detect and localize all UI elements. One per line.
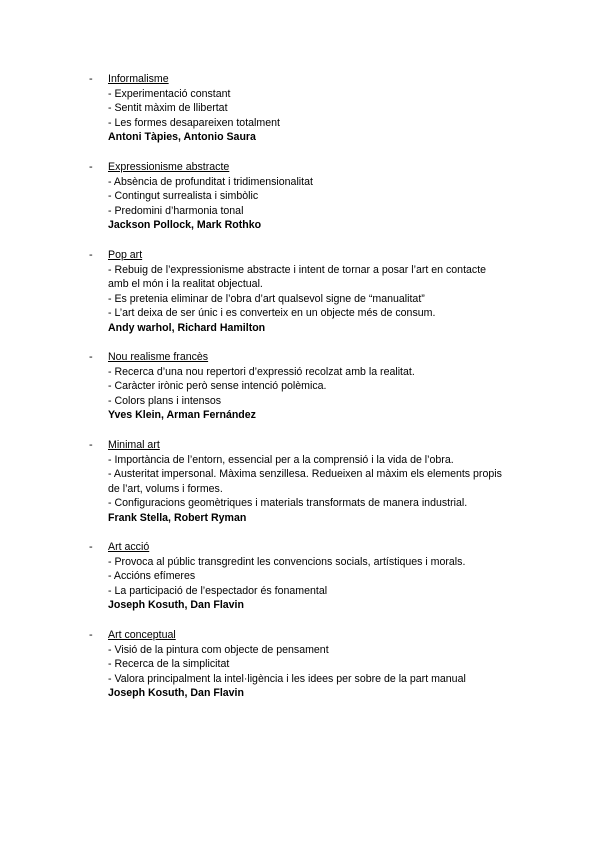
section-artists: Frank Stella, Robert Ryman [108, 511, 247, 524]
section-item: - Recerca de la simplicitat [108, 658, 230, 671]
list-bullet-dash: - [89, 439, 93, 451]
list-bullet-dash: - [89, 541, 93, 553]
section-item: - Colors plans i intensos [108, 394, 222, 407]
section-item: - Caràcter irònic però sense intenció polèmica. [108, 380, 327, 393]
section-content [108, 628, 528, 701]
section-item: amb el món i la realitat objectual. [108, 278, 263, 291]
section-content [108, 540, 528, 613]
section-title: Informalisme [108, 73, 169, 85]
list-bullet-dash: - [89, 161, 93, 173]
section-item: - Visió de la pintura com objecte de pensament [108, 643, 329, 656]
section-item: - La participació de l’espectador és fonamental [108, 584, 328, 597]
section-item: - Absència de profunditat i tridimensionalitat [108, 175, 313, 188]
section-title: Minimal art [108, 439, 160, 451]
section-content [108, 438, 528, 526]
section-item: - Provoca al públic transgredint les convencions socials, artístiques i morals. [108, 555, 466, 568]
list-bullet-dash: - [89, 351, 93, 363]
section-item: - Es pretenia eliminar de l’obra d’art qualsevol signe de “manualitat” [108, 292, 425, 305]
section-content [108, 160, 528, 233]
section-item: - Experimentació constant [108, 87, 231, 100]
section-content [108, 72, 528, 145]
section-item: - Les formes desapareixen totalment [108, 116, 280, 129]
section-artists: Antoni Tàpies, Antonio Saura [108, 131, 256, 144]
section-artists: Joseph Kosuth, Dan Flavin [108, 687, 244, 700]
list-bullet-dash: - [89, 249, 93, 261]
section-content [108, 350, 528, 423]
section-item: - Recerca d’una nou repertori d’expressió recolzat amb la realitat. [108, 365, 415, 378]
list-bullet-dash: - [89, 73, 93, 85]
section-title: Pop art [108, 249, 143, 261]
section-item: de l’art, volums i formes. [108, 482, 223, 495]
section-item: - L’art deixa de ser únic i es converteix en un objecte més de consum. [108, 307, 436, 320]
section-item: - Austeritat impersonal. Màxima senzillesa. Redueixen al màxim els elements propis [108, 468, 502, 481]
section-item: - Configuracions geomètriques i materials transformats de manera industrial. [108, 497, 468, 510]
section-item: - Accións efímeres [108, 570, 196, 583]
section-title: Expressionisme abstracte [108, 161, 230, 173]
section-title: Nou realisme francès [108, 351, 209, 363]
section-item: - Rebuig de l’expressionisme abstracte i intent de tornar a posar l’art en contacte [108, 263, 487, 276]
section-artists: Yves Klein, Arman Fernández [108, 409, 256, 422]
section-item: - Valora principalment la intel·ligència i les idees per sobre de la part manual [108, 672, 466, 685]
list-bullet-dash: - [89, 629, 93, 641]
section-artists: Jackson Pollock, Mark Rothko [108, 219, 262, 232]
section-title: Art conceptual [108, 629, 176, 641]
section-artists: Joseph Kosuth, Dan Flavin [108, 599, 244, 612]
section-title: Art acció [108, 541, 150, 553]
section-artists: Andy warhol, Richard Hamilton [108, 321, 266, 334]
section-item: - Predomini d’harmonia tonal [108, 204, 244, 217]
section-item: - Sentit màxim de llibertat [108, 102, 228, 115]
section-content [108, 248, 528, 336]
section-item: - Importància de l’entorn, essencial per a la comprensió i la vida de l’obra. [108, 453, 454, 466]
section-item: - Contingut surrealista i simbòlic [108, 190, 259, 203]
